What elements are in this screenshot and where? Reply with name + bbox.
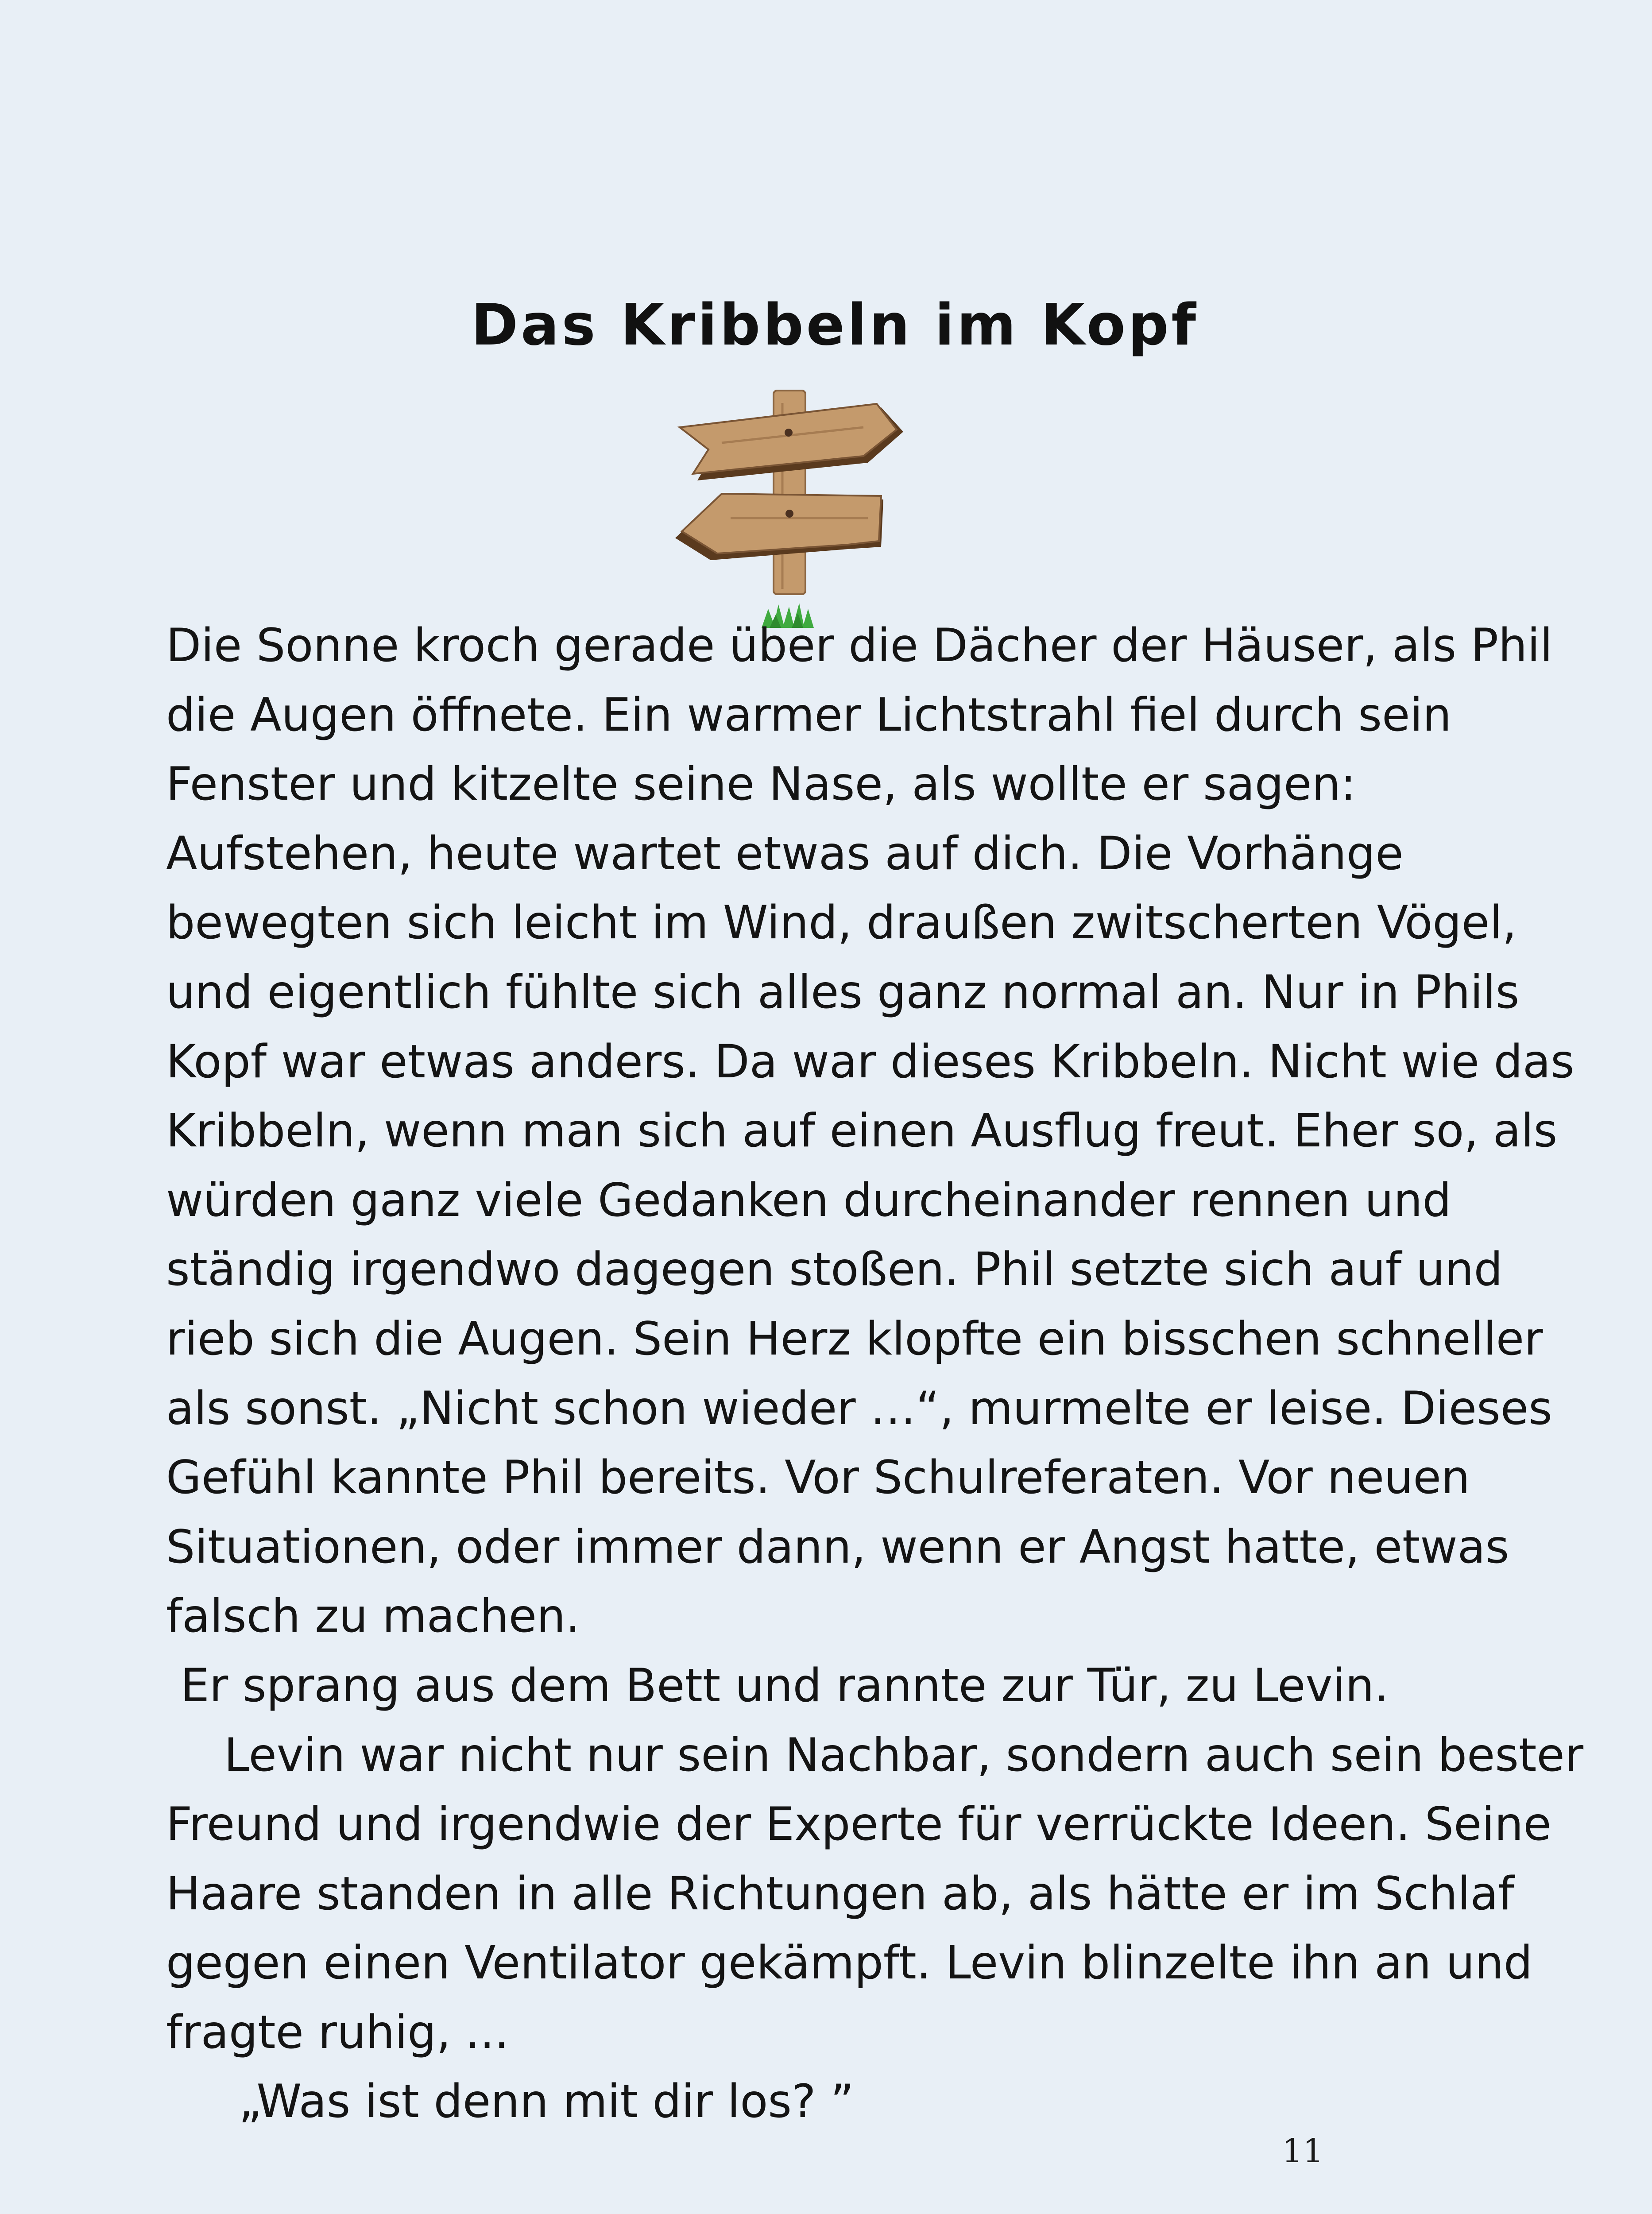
story-line: rieb sich die Augen. Sein Herz klopfte ein bisschen schneller: [166, 1312, 1543, 1366]
page-number: 11: [1282, 2132, 1324, 2170]
story-line: fragte ruhig, ...: [166, 2005, 509, 2059]
signpost-icon: [673, 385, 921, 633]
story-line: Situationen, oder immer dann, wenn er Angst hatte, etwas: [166, 1520, 1509, 1574]
story-line: Die Sonne kroch gerade über die Dächer der Häuser, als Phil: [166, 619, 1553, 672]
story-line: Kribbeln, wenn man sich auf einen Ausflug freut. Eher so, als: [166, 1104, 1558, 1158]
story-text: [166, 611, 1584, 2137]
story-line: bewegten sich leicht im Wind, draußen zwitscherten Vögel,: [166, 896, 1517, 950]
story-line: falsch zu machen.: [166, 1590, 580, 1643]
story-line: würden ganz viele Gedanken durcheinander rennen und: [166, 1173, 1451, 1227]
story-line: Gefühl kannte Phil bereits. Vor Schulreferaten. Vor neuen: [166, 1451, 1470, 1505]
story-line: und eigentlich fühlte sich alles ganz normal an. Nur in Phils: [166, 965, 1520, 1019]
story-line: Aufstehen, heute wartet etwas auf dich. Die Vorhänge: [166, 827, 1404, 880]
story-line: Levin war nicht nur sein Nachbar, sondern auch sein bester: [166, 1728, 1584, 1782]
story-line: Haare standen in alle Richtungen ab, als hätte er im Schlaf: [166, 1867, 1514, 1920]
story-line: Kopf war etwas anders. Da war dieses Kribbeln. Nicht wie das: [166, 1035, 1575, 1088]
story-line: Fenster und kitzelte seine Nase, als wollte er sagen:: [166, 758, 1356, 811]
story-line: Freund und irgendwie der Experte für verrückte Ideen. Seine: [166, 1798, 1551, 1851]
story-line: gegen einen Ventilator gekämpft. Levin blinzelte ihn an und: [166, 1936, 1533, 1990]
story-line: „Was ist denn mit dir los? ”: [166, 2075, 854, 2129]
story-line: Er sprang aus dem Bett und rannte zur Tür, zu Levin.: [166, 1659, 1389, 1712]
page-title: Das Kribbeln im Kopf: [471, 292, 1199, 358]
story-line: ständig irgendwo dagegen stoßen. Phil setzte sich auf und: [166, 1243, 1503, 1297]
story-line: die Augen öffnete. Ein warmer Lichtstrahl fiel durch sein: [166, 688, 1452, 742]
story-line: als sonst. „Nicht schon wieder …“, murmelte er leise. Dieses: [166, 1382, 1552, 1435]
